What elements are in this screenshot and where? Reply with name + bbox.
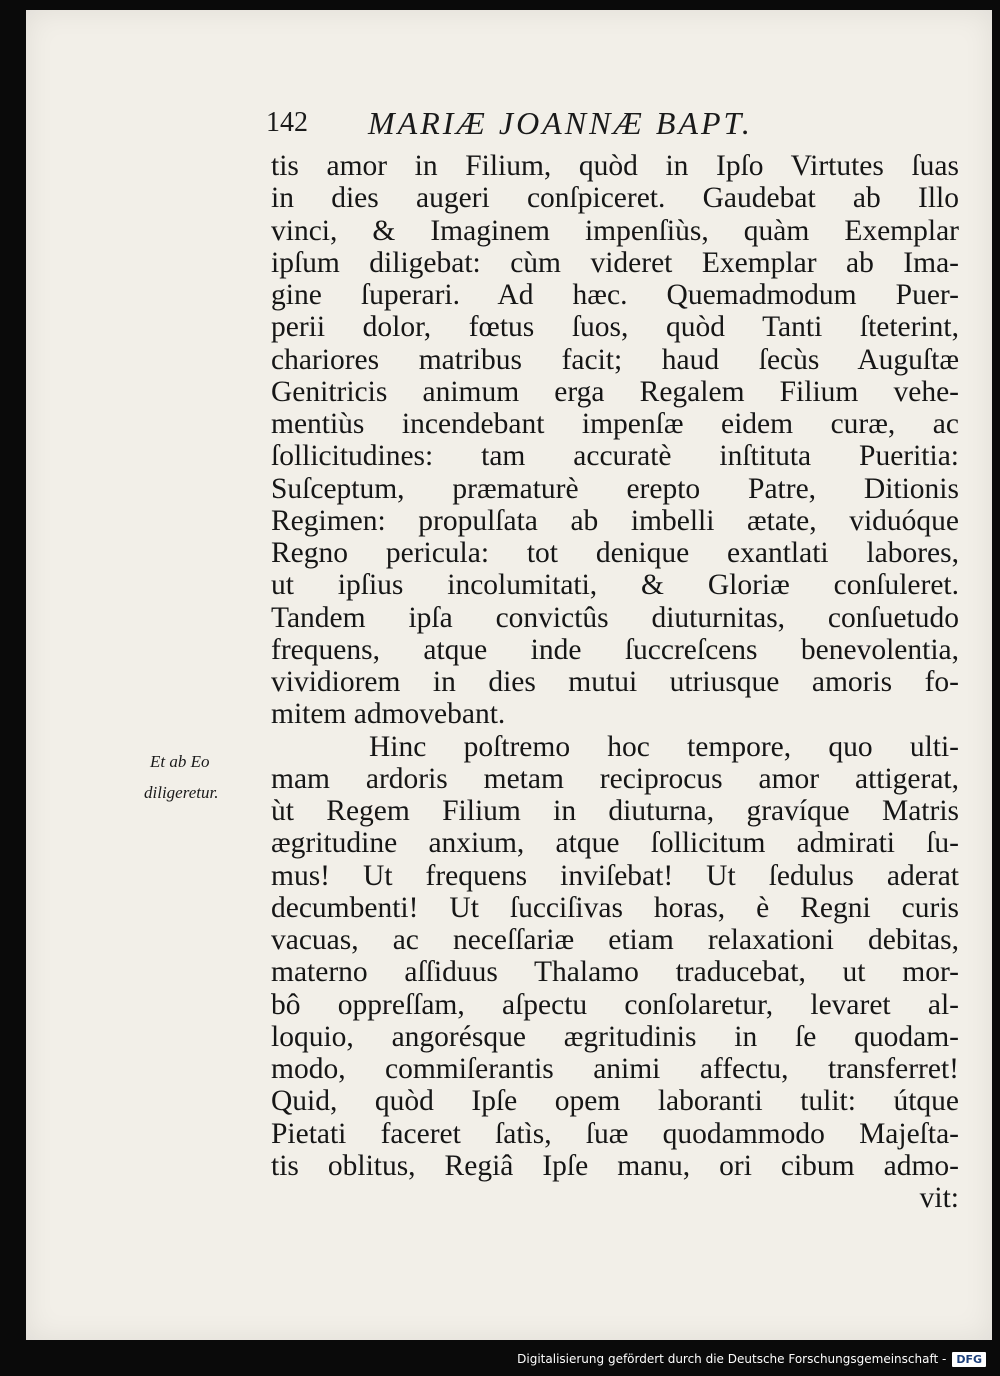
text-line: chariores matribus facit; haud ſecùs Auguſtæ [271,343,959,376]
text-line: ùt Regem Filium in diuturna, gravíque Matris [271,795,959,827]
text-line: mus! Ut frequens inviſebat! Ut ſedulus aderat [271,859,959,892]
marginal-note-line: Et ab Eo [150,752,210,771]
page-number: 142 [266,107,308,138]
marginal-note [144,746,268,808]
book-page [26,10,992,1340]
text-line: Regimen: propulſata ab imbelli ætate, viduóque [271,504,959,537]
text-line: vacuas, ac neceſſariæ etiam relaxationi debitas, [271,924,959,956]
text-line: frequens, atque inde ſuccreſcens benevolentia, [271,633,959,666]
text-line: ut ipſius incolumitati, & Gloriæ conſuleret. [271,569,959,602]
text-line: mentiùs incendebant impenſæ eidem curæ, ac [271,408,959,440]
text-line: gine ſuperari. Ad hæc. Quemadmodum Puer- [271,279,959,311]
text-line: Genitricis animum erga Regalem Filium vehe- [271,375,959,408]
text-line: in dies augeri conſpiceret. Gaudebat ab Illo [271,182,959,215]
text-line: vinci, & Imaginem impenſiùs, quàm Exemplar [271,214,959,247]
text-line: modo, commiſerantis animi affectu, transferret! [271,1053,959,1085]
text-line: mam ardoris metam reciprocus amor attigerat, [271,762,959,795]
text-line: Tandem ipſa convictûs diuturnitas, conſuetudo [271,601,959,634]
text-line: bô oppreſſam, aſpectu conſolaretur, levaret al- [271,988,959,1021]
text-line: ſollicitudines: tam accuratè inſtituta Pueritia: [271,440,959,473]
paragraph-end-line: mitem admovebant. [271,698,506,731]
text-line: Pietati faceret ſatìs, ſuæ quodammodo Majeſta- [271,1117,959,1150]
body-text [271,150,959,1214]
running-title: MARIÆ JOANNÆ BAPT. [368,105,753,141]
text-line: materno aſſiduus Thalamo traducebat, ut mor- [271,956,959,989]
text-line: tis amor in Filium, quòd in Ipſo Virtutes ſuas [271,150,959,182]
text-line: tis oblitus, Regiâ Ipſe manu, ori cibum admo- [271,1149,959,1182]
catchword: vit: [919,1182,959,1214]
digitization-credit [517,1348,986,1370]
text-line: decumbenti! Ut ſucciſivas horas, è Regni curis [271,891,959,924]
text-line: perii dolor, fœtus ſuos, quòd Tanti ſteterint, [271,311,959,344]
text-line: loquio, angorésque ægritudinis in ſe quodam- [271,1020,959,1053]
credit-text: Digitalisierung gefördert durch die Deutsche Forschungsgemeinschaft - [517,1352,947,1366]
text-line: ipſum diligebat: cùm videret Exemplar ab Ima- [271,246,959,279]
text-line: Quid, quòd Ipſe opem laboranti tulit: útque [271,1085,959,1118]
text-line: Suſceptum, præmaturè erepto Patre, Ditionis [271,472,959,505]
text-line: Regno pericula: tot denique exantlati labores, [271,537,959,569]
text-line: ægritudine anxium, atque ſollicitum admirati ſu- [271,827,959,860]
dfg-logo: DFG [952,1352,986,1367]
page-header [266,105,966,145]
text-line: vividiorem in dies mutui utriusque amoris fo- [271,666,959,698]
marginal-note-line: diligeretur. [144,783,219,802]
paragraph-start-line: Hinc poſtremo hoc tempore, quo ulti- [369,730,959,763]
